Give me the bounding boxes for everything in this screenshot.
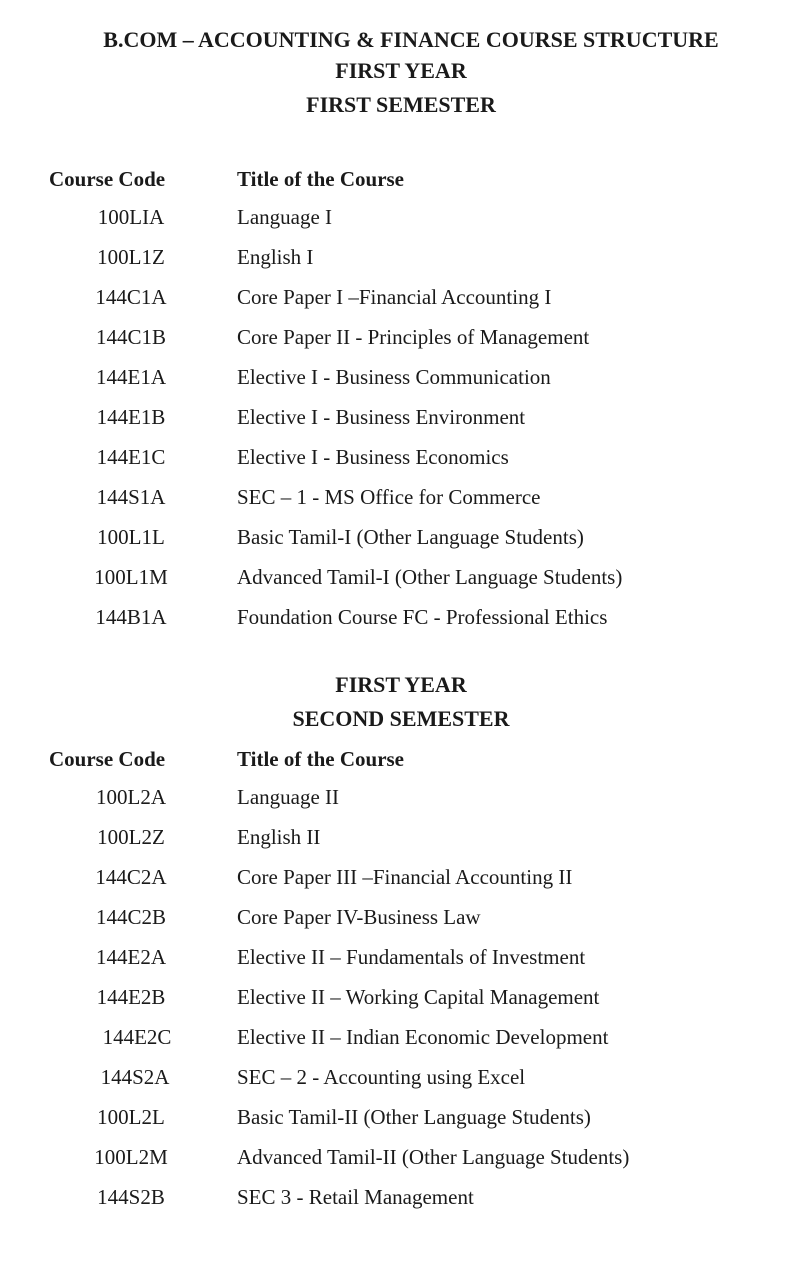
table-row [0,942,802,972]
table-row [0,482,802,512]
table-row [0,862,802,892]
course-code-header: Course Code [49,747,166,771]
course-title: Advanced Tamil-II (Other Language Students) [237,1145,630,1169]
course-title: SEC – 1 - MS Office for Commerce [237,485,541,509]
course-code: 100L2L [97,1105,165,1129]
course-title: Core Paper I –Financial Accounting I [237,285,552,309]
table-header [0,164,802,194]
course-code: 100LIA [97,205,165,229]
semester-heading: SECOND SEMESTER [292,706,510,731]
course-title: Foundation Course FC - Professional Ethics [237,605,608,629]
table-row [0,202,802,232]
course-title: Advanced Tamil-I (Other Language Students) [237,565,623,589]
table-row [0,982,802,1012]
course-title: Basic Tamil-I (Other Language Students) [237,525,584,549]
course-code: 100L2A [96,785,166,809]
table-header [0,744,802,774]
year-heading: FIRST YEAR [335,58,467,83]
table-row [0,1102,802,1132]
table-row [0,522,802,552]
course-code: 144E2A [96,945,166,969]
course-title-header: Title of the Course [237,747,405,771]
course-code: 144E1A [96,365,166,389]
course-title: Core Paper III –Financial Accounting II [237,865,573,889]
course-code: 144E1C [96,445,166,469]
table-row [0,282,802,312]
course-code: 100L1L [97,525,165,549]
table-row [0,402,802,432]
course-title: Language I [237,205,333,229]
table-row [0,362,802,392]
course-title: Elective I - Business Environment [237,405,526,429]
course-code: 144E2B [96,985,166,1009]
course-title: SEC – 2 - Accounting using Excel [237,1065,526,1089]
course-code: 144S1A [96,485,166,509]
course-code: 144B1A [95,605,167,629]
course-code: 144S2A [100,1065,170,1089]
course-code: 144E1B [96,405,166,429]
table-row [0,242,802,272]
course-title: Elective II – Indian Economic Development [237,1025,609,1049]
course-title: SEC 3 - Retail Management [237,1185,474,1209]
course-title-header: Title of the Course [237,167,405,191]
course-title: English I [237,245,314,269]
course-code: 144C1B [95,325,166,349]
course-code: 144E2C [102,1025,172,1049]
table-row [0,902,802,932]
table-row [0,322,802,352]
course-code: 100L1M [94,565,168,589]
course-title: Elective II – Working Capital Management [237,985,600,1009]
table-row [0,822,802,852]
document-title: B.COM – ACCOUNTING & FINANCE COURSE STRUCTURE [103,27,719,52]
course-title: Basic Tamil-II (Other Language Students) [237,1105,591,1129]
course-title: Core Paper II - Principles of Management [237,325,590,349]
course-title: Language II [237,785,340,809]
course-code: 100L1Z [97,245,165,269]
semester-heading: FIRST SEMESTER [306,92,496,117]
course-title: Elective II – Fundamentals of Investment [237,945,586,969]
table-row [0,1142,802,1172]
year-heading: FIRST YEAR [335,672,467,697]
course-code: 144C2A [95,865,167,889]
course-code: 144S2B [97,1185,165,1209]
course-title: English II [237,825,321,849]
course-title: Elective I - Business Economics [237,445,509,469]
table-row [0,1062,802,1092]
course-title: Core Paper IV-Business Law [237,905,481,929]
course-title: Elective I - Business Communication [237,365,551,389]
course-code: 100L2Z [97,825,165,849]
course-code: 144C1A [95,285,167,309]
course-code: 144C2B [95,905,166,929]
table-row [0,442,802,472]
table-row [0,562,802,592]
course-code: 100L2M [94,1145,168,1169]
table-row [0,782,802,812]
table-row [0,1022,802,1052]
course-code-header: Course Code [49,167,166,191]
table-row [0,602,802,632]
table-row [0,1182,802,1212]
